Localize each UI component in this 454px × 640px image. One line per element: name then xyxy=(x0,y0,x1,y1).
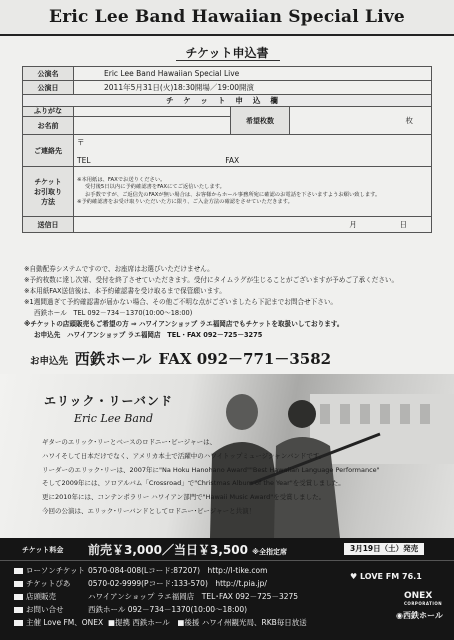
event-title: Eric Lee Band Hawaiian Special Live xyxy=(49,7,405,27)
seat-note: ※全指定席 xyxy=(252,548,287,556)
outlet-value: 0570-084-008(Lコード:87207) http://l-tike.com xyxy=(88,566,268,575)
day-label: 日 xyxy=(399,220,407,229)
postal-mark: 〒 xyxy=(77,138,85,147)
door-price: 当日￥3,500 xyxy=(173,543,248,557)
ticket-application-form xyxy=(22,66,432,233)
event-name-value: Eric Lee Band Hawaiian Special Live xyxy=(74,67,432,81)
band-description xyxy=(42,436,442,519)
ticket-section-header: チケット申込欄 xyxy=(23,95,432,107)
nishitetsu-text: 西鉄ホール xyxy=(402,611,443,620)
send-date-input[interactable] xyxy=(74,217,432,233)
outlet-label: チケットぴあ xyxy=(26,579,71,588)
outlet-row xyxy=(14,590,307,603)
band-line: リーダーのエリック･リーは、2007年に"Na Hoku Hanohano Award""Best Hawaiian Language Performance" xyxy=(42,465,380,474)
band-subtitle: Eric Lee Band xyxy=(74,412,154,425)
heart-icon: ♥ xyxy=(350,572,358,581)
method-note: お手数ですが、ご返信先のFAXが無い場合は、お客様からホール事務所宛に確認のお電話を下さいますようお願い致します。 xyxy=(85,191,381,198)
name-label: お名前 xyxy=(23,117,74,135)
event-date-value: 2011年5月31日(火)18:30開場／19:00開演 xyxy=(74,81,432,95)
outlet-row xyxy=(14,603,307,616)
ticket-count-input[interactable] xyxy=(290,107,432,135)
band-line: 更に2010年には、コンテンポラリー ハワイアン部門で"Hawaii Music Award"を受賞しました。 xyxy=(42,493,326,502)
band-line: ギターのエリック･リーとベースのロドニー･ビージャーは、 xyxy=(42,438,217,446)
sponsor-label: 主催 Love FM、ONEX xyxy=(26,618,104,627)
square-bullet-icon xyxy=(14,581,23,587)
ticket-count-unit: 枚 xyxy=(405,116,413,125)
price-separator: ／ xyxy=(161,543,174,557)
on-sale-badge: 3月19日（土）発売 xyxy=(344,543,424,555)
band-line: そして2009年には、ソロアルバム「Crossroad」で"Christmas Album of the Year"を受賞しました。 xyxy=(42,479,345,488)
onex-text: ONEX xyxy=(404,591,433,601)
square-bullet-icon xyxy=(14,620,23,626)
contact-label: ご連絡先 xyxy=(23,135,74,167)
send-date-label: 送信日 xyxy=(23,217,74,233)
musician-head xyxy=(226,394,258,430)
ticket-outlets xyxy=(14,564,307,629)
band-line: 今回の公演は、エリック･リーバンドとしてロドニー･ビージャーと共演！ xyxy=(42,506,256,515)
sponsor-value: ■提携 西鉄ホール ■後援 ハワイ州観光局、RKB毎日放送 xyxy=(107,618,307,627)
square-bullet-icon xyxy=(14,607,23,613)
notes-block xyxy=(24,264,444,341)
outlet-label: 店頭販売 xyxy=(26,592,56,601)
month-label: 月 xyxy=(349,220,357,229)
event-date-label: 公演日 xyxy=(23,81,74,95)
band-title: エリック・リーバンド xyxy=(44,394,173,408)
outlet-value: 0570-02-9999(Pコード:133-570) http://t.pia.jp/ xyxy=(88,579,267,588)
event-name-label: 公演名 xyxy=(23,67,74,81)
heading-underline xyxy=(176,60,280,61)
note-line: ※自動配券システムですので、お座席はお選びいただけません。 xyxy=(24,265,214,273)
name-input[interactable] xyxy=(74,117,231,135)
furigana-label: ふりがな xyxy=(23,107,74,117)
square-bullet-icon xyxy=(14,594,23,600)
pickup-method-notes xyxy=(74,167,432,217)
onex-logo xyxy=(350,591,450,606)
method-note: ※本用紙は、FAXでお送りください。 xyxy=(77,176,166,183)
apply-fax: FAX 092－771－3582 xyxy=(158,350,332,368)
apply-to xyxy=(30,348,331,369)
onex-sub: CORPORATION xyxy=(404,601,443,606)
note-line: 西鉄ホール TEL 092－734－1370(10:00～18:00) xyxy=(34,309,193,317)
apply-hall: 西鉄ホール xyxy=(74,350,152,368)
note-line: ※本用紙FAX送信後は、本予約確認書を受け取るまで保管願います。 xyxy=(24,287,226,295)
musician-head xyxy=(288,400,316,428)
ticket-count-label: 希望枚数 xyxy=(231,107,290,135)
apply-label: お申込先 xyxy=(30,356,69,367)
tel-label: TEL xyxy=(77,156,91,165)
note-line: ※チケットの店頭販売もご希望の方 ⇒ ハワイアンショップ ラエ福岡店でもチケットを取扱いしております。 xyxy=(24,320,344,328)
nishitetsu-mark-icon: ◉ xyxy=(396,611,403,620)
method-note: ※予約確認書をお受け取りいただいた方に限り、ご入金方法の確認をさせていただきます。 xyxy=(77,199,293,205)
note-line: ※1週間過ぎて予約確認書が届かない場合、その他ご不明な点がございましたら下記までお問合せ下さい。 xyxy=(24,298,338,306)
outlet-row xyxy=(14,577,307,590)
outlet-value: 西鉄ホール 092－734－1370(10:00～18:00) xyxy=(88,605,248,614)
outlet-row xyxy=(14,564,307,577)
price-row xyxy=(0,538,454,561)
outlet-value: ハワイアンショップ ラエ福岡店 TEL･FAX 092－725－3275 xyxy=(88,592,299,601)
band-section xyxy=(0,374,454,538)
outlet-label: ローソンチケット xyxy=(26,566,86,575)
sponsor-row xyxy=(14,616,307,629)
pickup-method-label: チケット お引取り 方法 xyxy=(23,167,74,217)
lovefm-logo xyxy=(350,572,450,581)
contact-input[interactable] xyxy=(74,135,432,167)
outlet-label: お問い合せ xyxy=(26,605,64,614)
fax-label: FAX xyxy=(225,156,240,165)
price-text xyxy=(88,541,287,558)
event-title-banner xyxy=(0,0,454,36)
sponsor-logos xyxy=(350,572,450,621)
note-line: ※予約枚数に達し次第、受付を終了させていただきます。受付にタイムラグが生じることがございますが予めご了承ください。 xyxy=(24,276,399,284)
price-label: チケット料金 xyxy=(22,546,64,554)
nishitetsu-logo xyxy=(350,610,450,621)
furigana-input[interactable] xyxy=(74,107,231,117)
band-line: ハワイそして日本だけでなく、アメリカ本土で活躍中のハワイトップミュージシャンバンドです。 xyxy=(42,451,326,460)
square-bullet-icon xyxy=(14,568,23,574)
advance-price: 前売￥3,000 xyxy=(88,543,162,557)
ticket-info-footer xyxy=(0,538,454,640)
note-line: お申込先 ハワイアンショップ ラエ福岡店 TEL・FAX 092－725－3275 xyxy=(34,331,263,339)
method-note: 受付後5日以内に予約確認書をFAXにてご返信いたします。 xyxy=(85,184,225,190)
lovefm-text: LOVE FM 76.1 xyxy=(359,572,422,581)
form-heading: チケット申込書 xyxy=(185,46,269,60)
